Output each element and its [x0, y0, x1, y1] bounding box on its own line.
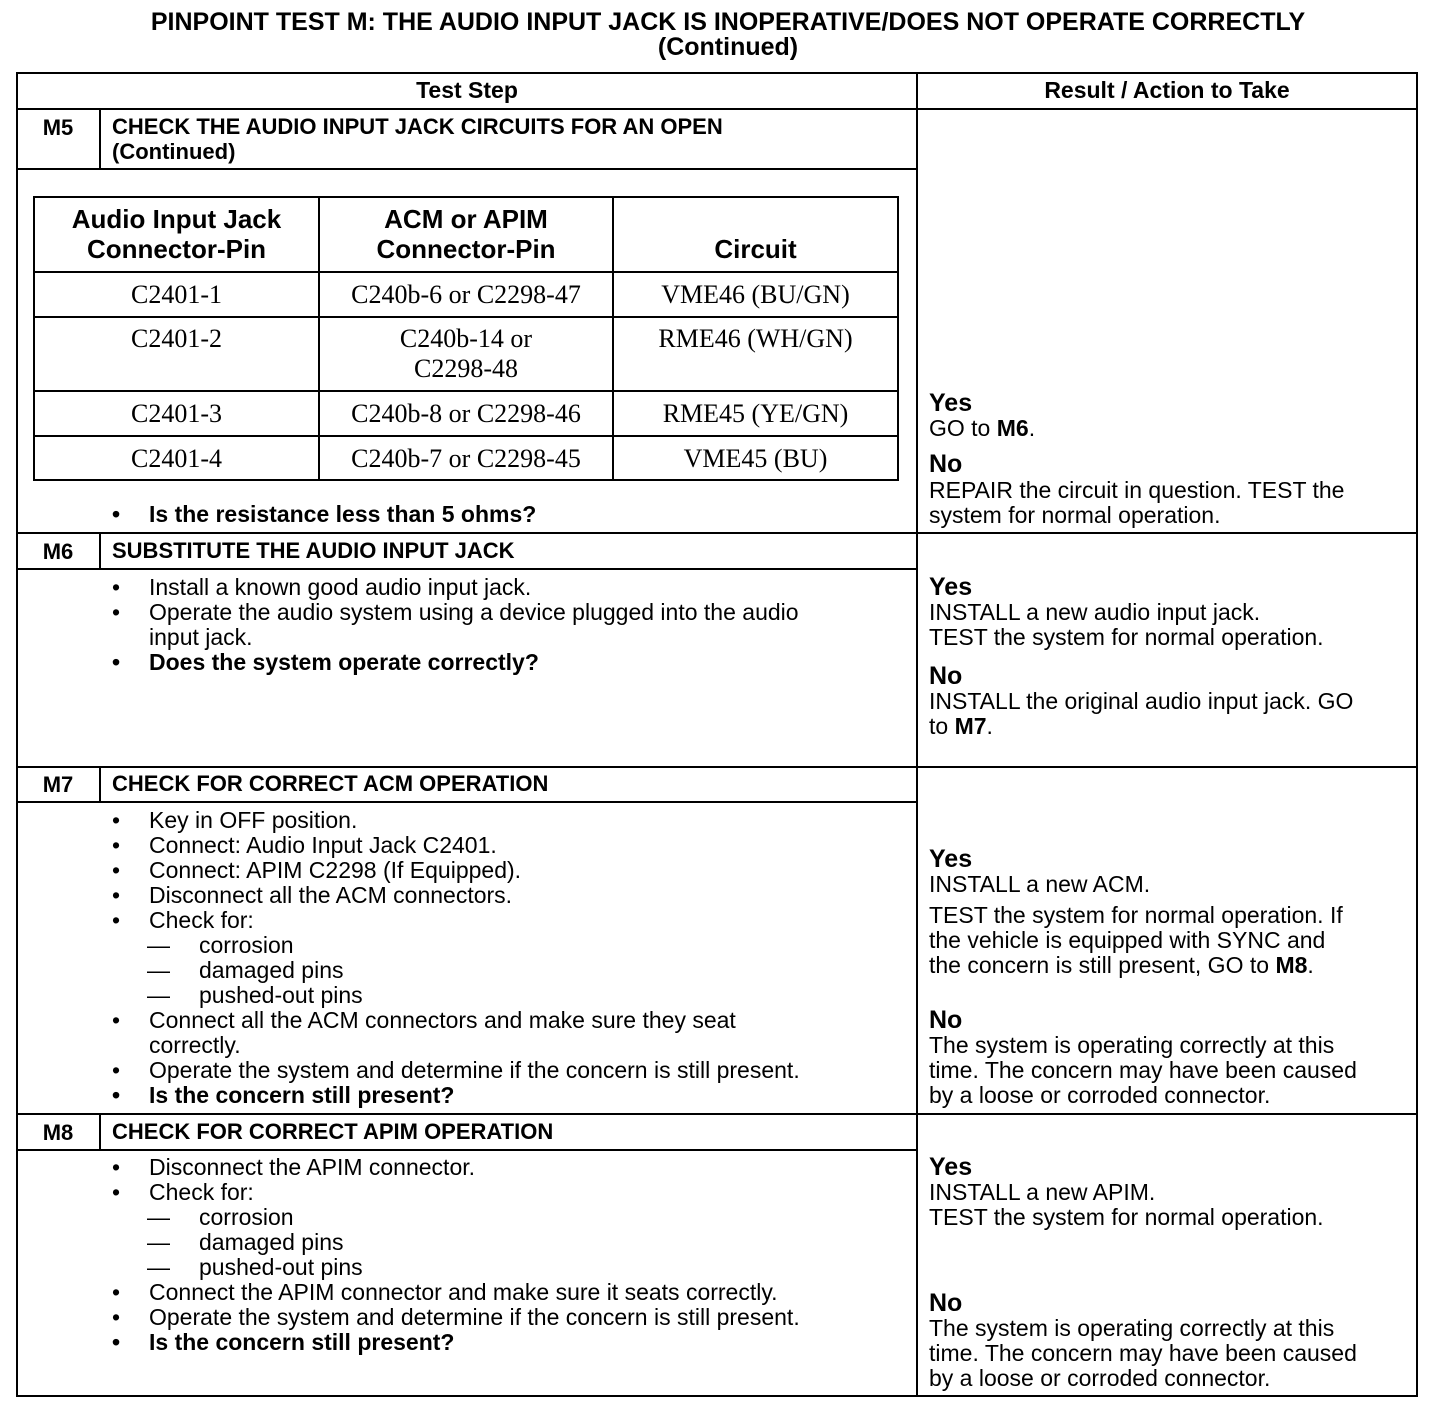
bullet-text: Key in OFF position.	[149, 807, 358, 833]
yes-action-m7-line1: INSTALL a new ACM.	[929, 871, 1151, 897]
no-action-m8-line3: by a loose or corroded connector.	[929, 1365, 1271, 1391]
cell-acm-line1: C240b-14 or	[399, 324, 533, 353]
yes-action-m7-line2: TEST the system for normal operation. If	[929, 902, 1343, 928]
yes-action-m7-pre: the concern is still present, GO to	[929, 952, 1276, 978]
question-m8	[112, 1329, 455, 1355]
col-header-acm	[320, 204, 612, 264]
sub-item	[147, 957, 344, 983]
bullet-text: Operate the audio system using a device plugged into the audio	[149, 599, 799, 625]
no-action-m5-line1: REPAIR the circuit in question. TEST the	[929, 477, 1345, 503]
yes-action-m6	[929, 600, 1324, 650]
no-action-m5-line2: system for normal operation.	[929, 502, 1221, 528]
cell-acm: C240b-6 or C2298-47	[351, 280, 581, 309]
no-action-m7-line1: The system is operating correctly at this	[929, 1032, 1335, 1058]
yes-label-m5: Yes	[929, 389, 973, 417]
sub-item	[147, 982, 363, 1008]
dash: —	[147, 1229, 170, 1255]
yes-action-m5-ref: M6	[996, 415, 1029, 441]
step-id-m8: M8	[42, 1120, 74, 1145]
bullet-text: Install a known good audio input jack.	[149, 574, 532, 600]
no-label-m5: No	[929, 450, 963, 478]
sub-text: damaged pins	[199, 1229, 344, 1255]
yes-action-m8	[929, 1180, 1324, 1230]
question-m5	[112, 501, 537, 527]
dash: —	[147, 982, 170, 1008]
yes-action-m7	[929, 903, 1343, 978]
bullet-item	[112, 857, 522, 883]
step-title-m5-line1: CHECK THE AUDIO INPUT JACK CIRCUITS FOR AN OPEN	[112, 114, 723, 139]
bullet-item	[112, 882, 513, 908]
no-action-m8	[929, 1316, 1357, 1391]
cell-acm: C240b-7 or C2298-45	[351, 444, 581, 473]
sub-item	[147, 1204, 294, 1230]
sub-text: corrosion	[199, 932, 294, 958]
cell-jack: C2401-4	[131, 444, 222, 473]
bullet-text: Check for:	[149, 907, 254, 933]
yes-action-m8-line1: INSTALL a new APIM.	[929, 1179, 1156, 1205]
bullet-text: Operate the system and determine if the concern is still present.	[149, 1057, 800, 1083]
bullet-dot: •	[112, 907, 121, 933]
no-label-m8: No	[929, 1289, 963, 1317]
cell-circuit: VME46 (BU/GN)	[661, 280, 850, 309]
cell-circuit: RME46 (WH/GN)	[658, 324, 853, 353]
bullet-dot: •	[112, 1007, 121, 1033]
no-label-m7: No	[929, 1006, 963, 1034]
bullet-dot: •	[112, 1279, 121, 1305]
bullet-dot: •	[112, 857, 121, 883]
bullet-text: Disconnect the APIM connector.	[149, 1154, 476, 1180]
bullet-text: Operate the system and determine if the concern is still present.	[149, 1304, 800, 1330]
no-action-m6-line2	[929, 714, 1353, 739]
no-action-m6-post: .	[986, 713, 993, 739]
question-m6-text: Does the system operate correctly?	[149, 649, 539, 675]
bullet-dot: •	[112, 1179, 121, 1205]
bullet-continuation: input jack.	[149, 624, 253, 650]
sub-item	[147, 932, 294, 958]
cell-jack: C2401-2	[131, 324, 222, 353]
bullet-text: Connect all the ACM connectors and make sure they seat	[149, 1007, 736, 1033]
col-header-jack	[35, 204, 318, 264]
col-header-jack-line2: Connector-Pin	[86, 234, 267, 264]
question-m5-text: Is the resistance less than 5 ohms?	[149, 501, 537, 527]
cell-acm: C240b-8 or C2298-46	[351, 399, 581, 428]
yes-label-m7: Yes	[929, 845, 973, 873]
step-id-m7: M7	[42, 772, 74, 797]
no-action-m6	[929, 689, 1353, 739]
bullet-item	[112, 1304, 800, 1330]
question-m7-text: Is the concern still present?	[149, 1082, 455, 1108]
step-title-m5-line2: (Continued)	[112, 139, 236, 164]
yes-action-m5	[929, 416, 1035, 441]
bullet-dot: •	[112, 649, 121, 675]
dash: —	[147, 957, 170, 983]
bullet-text: Disconnect all the ACM connectors.	[149, 882, 513, 908]
sub-text: pushed-out pins	[199, 1254, 363, 1280]
bullet-dot: •	[112, 807, 121, 833]
no-action-m6-pre: to	[929, 713, 955, 739]
cell-acm-line2: C2298-48	[414, 354, 518, 383]
no-action-m7	[929, 1033, 1357, 1108]
step-title-m7: CHECK FOR CORRECT ACM OPERATION	[112, 771, 549, 796]
yes-label-m6: Yes	[929, 573, 973, 601]
dash: —	[147, 1254, 170, 1280]
cell-jack: C2401-3	[131, 399, 222, 428]
dash: —	[147, 932, 170, 958]
bullet-text: Connect: Audio Input Jack C2401.	[149, 832, 497, 858]
page-subtitle: (Continued)	[657, 33, 799, 61]
step-title-m6: SUBSTITUTE THE AUDIO INPUT JACK	[112, 538, 515, 563]
header-result: Result / Action to Take	[1044, 77, 1290, 103]
dash: —	[147, 1204, 170, 1230]
bullet-item	[112, 832, 497, 858]
cell-circuit: RME45 (YE/GN)	[662, 399, 849, 428]
no-action-m8-line2: time. The concern may have been caused	[929, 1340, 1357, 1366]
yes-action-m5-post: .	[1028, 415, 1036, 441]
col-header-jack-line1: Audio Input Jack	[71, 204, 282, 234]
bullet-item	[112, 599, 799, 625]
bullet-item	[112, 574, 532, 600]
bullet-item	[112, 1179, 254, 1205]
yes-action-m7-line4	[929, 953, 1343, 978]
bullet-dot: •	[112, 832, 121, 858]
no-label-m6: No	[929, 662, 963, 690]
no-action-m6-ref: M7	[954, 713, 987, 739]
bullet-item	[112, 1154, 476, 1180]
no-action-m5	[929, 478, 1344, 528]
col-header-acm-line1: ACM or APIM	[384, 204, 548, 234]
sub-item	[147, 1254, 363, 1280]
cell-circuit: VME45 (BU)	[683, 444, 828, 473]
bullet-dot: •	[112, 1057, 121, 1083]
no-action-m8-line1: The system is operating correctly at this	[929, 1315, 1335, 1341]
yes-action-m6-line2: TEST the system for normal operation.	[929, 624, 1324, 650]
no-action-m6-line1: INSTALL the original audio input jack. GO	[929, 688, 1354, 714]
yes-action-m7-post: .	[1307, 952, 1314, 978]
question-m6	[112, 649, 539, 675]
yes-label-m8: Yes	[929, 1153, 973, 1181]
bullet-continuation: correctly.	[149, 1032, 241, 1058]
bullet-dot: •	[112, 1329, 121, 1355]
cell-jack: C2401-1	[131, 280, 222, 309]
bullet-item	[112, 1007, 736, 1033]
bullet-item	[112, 1279, 778, 1305]
col-header-circuit: Circuit	[714, 234, 797, 264]
bullet-dot: •	[112, 501, 121, 527]
question-m8-text: Is the concern still present?	[149, 1329, 455, 1355]
yes-action-m5-pre: GO to	[929, 415, 997, 441]
no-action-m7-line3: by a loose or corroded connector.	[929, 1082, 1271, 1108]
step-title-m5	[112, 114, 723, 164]
yes-action-m7-ref: M8	[1275, 952, 1308, 978]
bullet-dot: •	[112, 599, 121, 625]
sub-text: damaged pins	[199, 957, 344, 983]
sub-item	[147, 1229, 344, 1255]
bullet-dot: •	[112, 1304, 121, 1330]
yes-action-m6-line1: INSTALL a new audio input jack.	[929, 599, 1261, 625]
bullet-dot: •	[112, 574, 121, 600]
step-id-m6: M6	[42, 539, 74, 564]
bullet-item	[112, 1057, 800, 1083]
yes-action-m7-line3: the vehicle is equipped with SYNC and	[929, 927, 1326, 953]
question-m7	[112, 1082, 455, 1108]
step-title-m8: CHECK FOR CORRECT APIM OPERATION	[112, 1119, 554, 1144]
sub-text: pushed-out pins	[199, 982, 363, 1008]
bullet-item	[112, 807, 358, 833]
bullet-text: Connect: APIM C2298 (If Equipped).	[149, 857, 522, 883]
cell-acm	[320, 324, 612, 384]
bullet-text: Connect the APIM connector and make sure it seats correctly.	[149, 1279, 778, 1305]
bullet-dot: •	[112, 882, 121, 908]
header-test-step: Test Step	[416, 77, 518, 103]
bullet-dot: •	[112, 1154, 121, 1180]
no-action-m7-line2: time. The concern may have been caused	[929, 1057, 1357, 1083]
yes-action-m8-line2: TEST the system for normal operation.	[929, 1204, 1324, 1230]
bullet-text: Check for:	[149, 1179, 254, 1205]
page-title: PINPOINT TEST M: THE AUDIO INPUT JACK IS INOPERATIVE/DOES NOT OPERATE CORRECTLY	[150, 8, 1306, 36]
bullet-item	[112, 907, 254, 933]
bullet-dot: •	[112, 1082, 121, 1108]
sub-text: corrosion	[199, 1204, 294, 1230]
col-header-acm-line2: Connector-Pin	[376, 234, 556, 264]
step-id-m5: M5	[42, 115, 74, 140]
